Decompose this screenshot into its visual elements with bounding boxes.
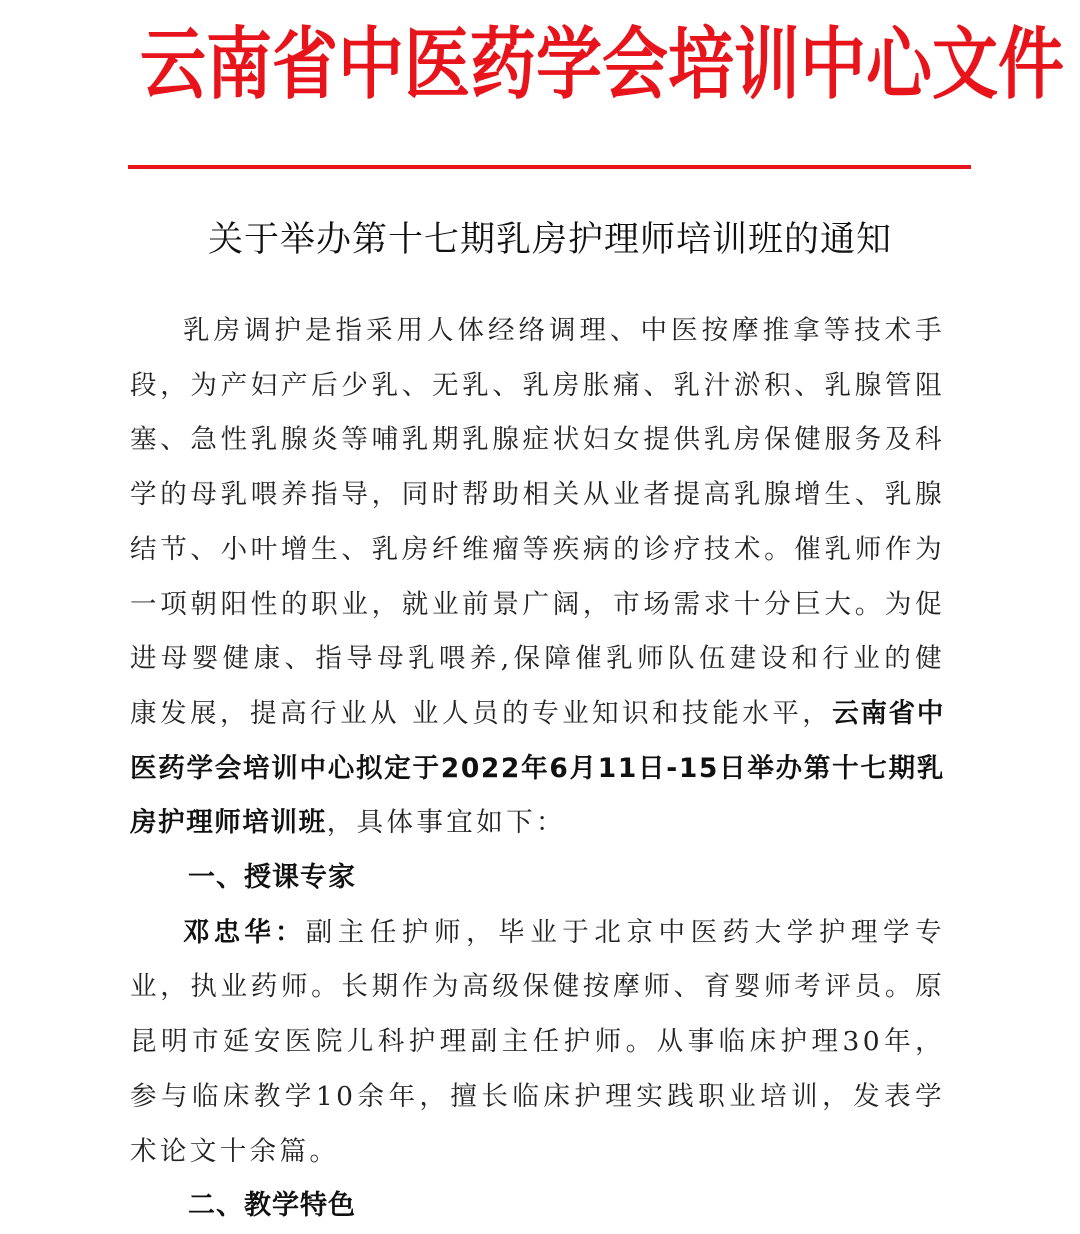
letterhead-char: 培 (668, 17, 734, 111)
expert-paragraph (130, 906, 945, 1180)
section-heading-experts: 一、授课专家 (188, 862, 356, 894)
letterhead-char: 心 (866, 17, 932, 111)
letterhead-char: 学 (536, 17, 602, 111)
letterhead-char: 南 (206, 17, 272, 111)
letterhead-char: 省 (272, 17, 338, 111)
expert-bio: 副主任护师，毕业于北京中医药大学护理学专业，执业药师。长期作为高级保健按摩师、育婴师考评员。原昆明市延安医院儿科护理副主任护师。从事临床护理30年，参与临床教学10余年，擅长临床护理实践职业培训，发表学术论文十余篇。 (130, 916, 946, 1167)
letterhead-char: 医 (404, 17, 470, 111)
intro-text: 乳房调护是指采用人体经络调理、中医按摩推拿等技术手段，为产妇产后少乳、无乳、乳房胀痛、乳汁淤积、乳腺管阻塞、急性乳腺炎等哺乳期乳腺症状妇女提供乳房保健服务及科学的母乳喂养指导，同时帮助相关从业者提高乳腺增生、乳腺结节、小叶增生、乳房纤维瘤等疾病的诊疗技术。催乳师作为一项朝阳性的职业，就业前景广阔，市场需求十分巨大。为促进母婴健康、指导母乳喂养,保障催乳师队伍建设和行业的健康发展，提高行业从 业人员的专业知识和技能水平， (130, 315, 945, 729)
letterhead-char: 文 (932, 17, 998, 111)
intro-highlight: 云南省中医药学会培训中心拟定于2022年6月11日-15日举办第十七期乳房护理师培训班 (130, 697, 945, 839)
letterhead-char: 药 (470, 17, 536, 111)
document-body (130, 304, 945, 1234)
section-heading-teaching: 二、教学特色 (188, 1190, 356, 1222)
letterhead-divider (128, 165, 971, 169)
letterhead-char: 件 (998, 17, 1064, 111)
letterhead-char: 云 (140, 17, 206, 111)
letterhead-char: 中 (800, 17, 866, 111)
expert-name: 邓忠华： (183, 916, 306, 948)
letterhead-char: 中 (338, 17, 404, 111)
letterhead-char: 会 (602, 17, 668, 111)
letterhead (140, 14, 1064, 114)
document-title: 关于举办第十七期乳房护理师培训班的通知 (207, 220, 892, 260)
intro-paragraph (130, 304, 945, 851)
intro-tail: ，具体事宜如下： (326, 807, 566, 839)
letterhead-char: 训 (734, 17, 800, 111)
